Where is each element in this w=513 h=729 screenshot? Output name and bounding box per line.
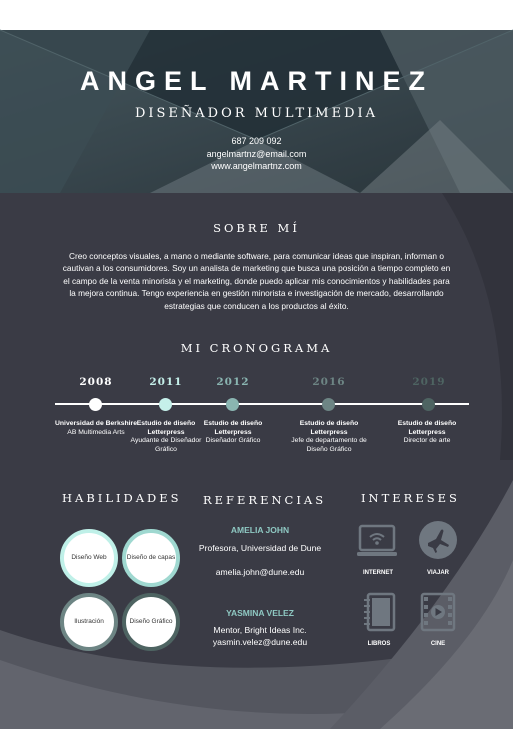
timeline-year: 2016 <box>312 376 346 388</box>
timeline-dot <box>322 398 335 411</box>
about-text: Creo conceptos visuales, a mano o mediante software, para comunicar ideas que inspiran, informan o cautivan a los consumidores. Soy un analista de marketing que busca una posición a tiempo completo en el campo de la venta minorista y el marketing, donde puedo aplicar mis conocimientos y habilidades para la mejora continua. Tengo experiencia en gestión minorista e investigación de mercado, desarrollando estrategias que conducen a los productos al éxito. <box>62 251 451 311</box>
timeline-dot <box>159 398 172 411</box>
timeline-entry-title: Estudio de diseño Letterpress <box>397 420 457 436</box>
skills-heading: HABILIDADES <box>62 491 182 505</box>
reference-email[interactable]: amelia.john@dune.edu <box>215 567 305 577</box>
timeline-entry-subtitle: Jefe de departamento de Diseño Gráfico <box>291 437 367 453</box>
notebook-icon <box>362 592 396 632</box>
skill-label: Diseño de capas <box>126 554 176 561</box>
timeline-entry-title: Estudio de diseño Letterpress <box>299 420 359 436</box>
reference-position: Mentor, Bright Ideas Inc. <box>213 625 307 635</box>
skill-label: Diseño Gráfico <box>129 618 173 625</box>
laptop-wifi-icon <box>357 523 397 559</box>
timeline-entry-title: Estudio de diseño Letterpress <box>136 420 196 436</box>
timeline-entry-title: Universidad de Berkshire <box>55 420 137 427</box>
person-name: ANGEL MARTINEZ <box>80 66 433 96</box>
timeline-dot <box>226 398 239 411</box>
timeline-dot <box>89 398 102 411</box>
timeline-entry <box>191 420 275 446</box>
timeline-entry <box>385 420 469 446</box>
timeline-heading: MI CRONOGRAMA <box>180 341 333 355</box>
timeline-entry-title: Estudio de diseño Letterpress <box>203 420 263 436</box>
skill-label: Ilustración <box>74 618 104 625</box>
website-link[interactable]: www.angelmartnz.com <box>211 161 302 171</box>
email-address[interactable]: angelmartnz@email.com <box>206 149 307 159</box>
timeline-year: 2008 <box>79 376 113 388</box>
timeline-line <box>55 403 469 405</box>
timeline-entry-subtitle: Diseñador Gráfico <box>205 437 261 445</box>
skill-label: Diseño Web <box>71 554 107 561</box>
reference-name: YASMINA VELEZ <box>226 608 294 618</box>
reference-position: Profesora, Universidad de Dune <box>198 543 322 553</box>
job-title: DISEÑADOR MULTIMEDIA <box>134 106 379 121</box>
about-heading: SOBRE MÍ <box>213 221 300 235</box>
timeline-year: 2011 <box>149 376 183 388</box>
skill-badge <box>122 529 180 587</box>
interest-label: VIAJAR <box>426 570 449 576</box>
phone-number: 687 209 092 <box>231 136 282 146</box>
interest-label: CINE <box>430 641 446 647</box>
timeline-entry-subtitle: AB Multimedia Arts <box>67 428 125 436</box>
skill-badge <box>122 593 180 651</box>
skill-badge <box>60 529 118 587</box>
timeline-entry <box>287 420 371 454</box>
timeline-year: 2019 <box>412 376 446 388</box>
reference-name: AMELIA JOHN <box>230 525 290 535</box>
timeline-entry-subtitle: Director de arte <box>403 437 451 445</box>
timeline-dot <box>422 398 435 411</box>
interest-label: INTERNET <box>363 570 393 576</box>
film-icon <box>420 592 456 632</box>
airplane-icon <box>419 521 457 559</box>
timeline-entry-subtitle: Ayudante de Diseñador Gráfico <box>130 437 202 453</box>
skill-badge <box>60 593 118 651</box>
timeline-year: 2012 <box>216 376 250 388</box>
reference-email[interactable]: yasmin.velez@dune.edu <box>212 637 308 647</box>
interests-heading: INTERESES <box>361 491 460 505</box>
interest-label: LIBROS <box>367 641 391 647</box>
references-heading: REFERENCIAS <box>203 493 327 507</box>
